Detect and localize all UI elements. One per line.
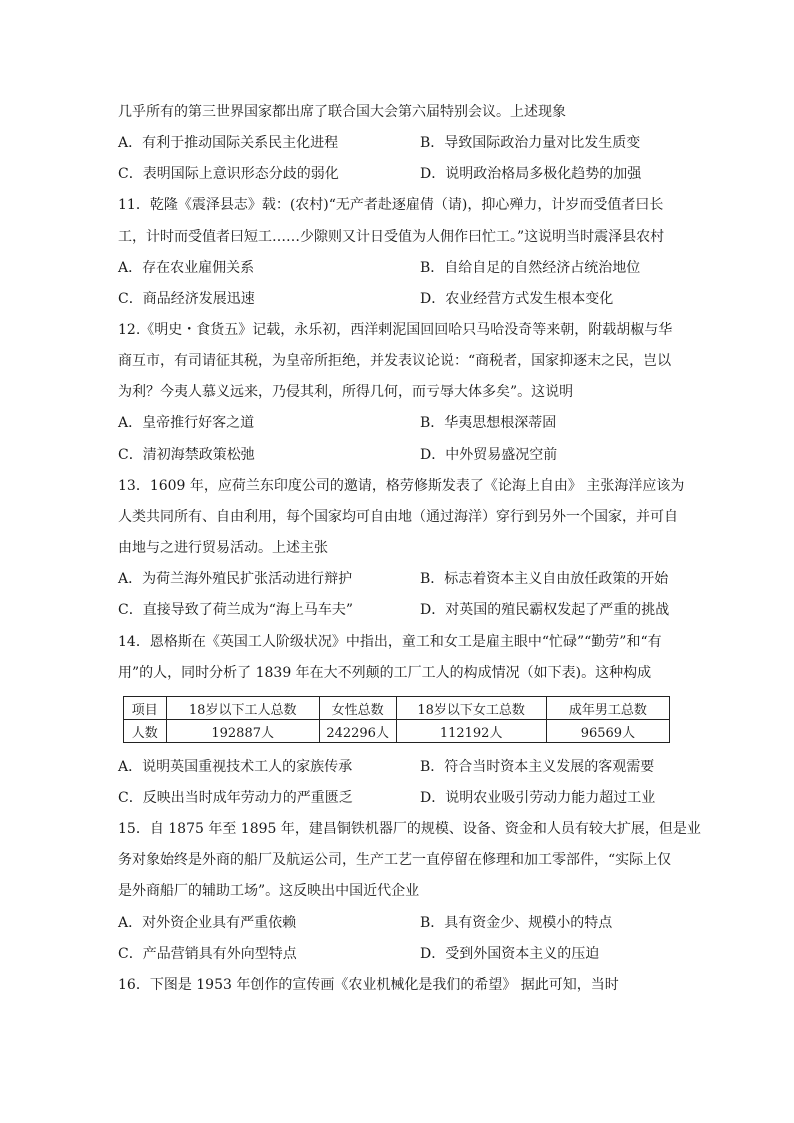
table-header-cell: 成年男工总数 <box>546 697 669 720</box>
q15-option-d: D．受到外国资本主义的压迫 <box>420 946 600 962</box>
q13-stem-line-1: 13．1609 年，应荷兰东印度公司的邀请，格劳修斯发表了《论海上自由》 主张海洋应该为 <box>118 478 685 494</box>
worker-composition-table <box>123 696 670 743</box>
table-cell: 96569人 <box>546 720 669 743</box>
table-header-cell: 18岁以下女工总数 <box>396 697 546 720</box>
q14-option-b: B．符合当时资本主义发展的客观需要 <box>420 759 655 775</box>
q11-option-b: B．自给自足的自然经济占统治地位 <box>420 260 641 276</box>
table-header-row <box>124 697 670 720</box>
q15-stem-line-2: 务对象始终是外商的船厂及航运公司，生产工艺一直停留在修理和加工零部件，“实际上仅 <box>118 852 672 868</box>
q12-stem-line-2: 商互市，有司请征其税，为皇帝所拒绝，并发表议论说：“商税者，国家抑逐末之民，岂以 <box>118 353 672 369</box>
q14-option-d: D．说明农业吸引劳动力能力超过工业 <box>420 790 656 806</box>
q13-option-c: C．直接导致了荷兰成为“海上马车夫” <box>118 602 354 618</box>
q13-stem-line-3: 由地与之进行贸易活动。上述主张 <box>118 540 328 556</box>
q10-option-b: B．导致国际政治力量对比发生质变 <box>420 135 641 151</box>
q14-stem-line-2: 用”的人，同时分析了 1839 年在大不列颠的工厂工人的构成情况（如下表)。这种构成 <box>118 665 652 681</box>
q12-option-b: B．华夷思想根深蒂固 <box>420 415 557 431</box>
q13-option-b: B．标志着资本主义自由放任政策的开始 <box>420 571 669 587</box>
q15-stem-line-1: 15．自 1875 年至 1895 年，建昌铜铁机器厂的规模、设备、资金和人员有较大扩展，但是业 <box>118 821 701 837</box>
q13-option-d: D．对英国的殖民霸权发起了严重的挑战 <box>420 602 670 618</box>
q12-option-a: A．皇帝推行好客之道 <box>118 415 255 431</box>
q15-option-a: A．对外资企业具有严重依赖 <box>118 915 297 931</box>
q10-stem-tail: 几乎所有的第三世界国家都出席了联合国大会第六届特别会议。上述现象 <box>118 104 566 120</box>
q10-option-a: A．有利于推动国际关系民主化进程 <box>118 135 339 151</box>
q12-option-d: D．中外贸易盛况空前 <box>420 447 558 463</box>
q10-option-d: D．说明政治格局多极化趋势的加强 <box>420 166 642 182</box>
q12-option-c: C．清初海禁政策松弛 <box>118 447 255 463</box>
table-header-cell: 项目 <box>124 697 167 720</box>
q16-stem: 16．下图是 1953 年创作的宣传画《农业机械化是我们的希望》 据此可知，当时 <box>118 977 619 993</box>
table-cell: 242296人 <box>319 720 396 743</box>
q11-option-a: A．存在农业雇佣关系 <box>118 260 255 276</box>
q14-option-a: A．说明英国重视技术工人的家族传承 <box>118 759 353 775</box>
table-cell: 112192人 <box>396 720 546 743</box>
q15-option-b: B．具有资金少、规模小的特点 <box>420 915 613 931</box>
q11-stem-line-2: 工，计时而受值者曰短工……少隙则又计日受值为人佣作曰忙工。”这说明当时震泽县农村 <box>118 229 665 245</box>
q12-stem-line-3: 为利？今夷人慕义远来，乃侵其利，所得几何，而亏辱大体多矣”。这说明 <box>118 384 574 400</box>
q10-option-c: C．表明国际上意识形态分歧的弱化 <box>118 166 339 182</box>
q14-option-c: C．反映出当时成年劳动力的严重匮乏 <box>118 790 353 806</box>
q11-option-c: C．商品经济发展迅速 <box>118 291 255 307</box>
q11-stem-line-1: 11．乾隆《震泽县志》载：(农村)“无产者赴逐雇倩（请)，抑心殚力，计岁而受值者曰长 <box>118 197 664 213</box>
table-cell: 人数 <box>124 720 167 743</box>
q15-option-c: C．产品营销具有外向型特点 <box>118 946 297 962</box>
table-cell: 192887人 <box>166 720 319 743</box>
q14-stem-line-1: 14．恩格斯在《英国工人阶级状况》中指出，童工和女工是雇主眼中“忙碌”“勤劳”和“有 <box>118 634 662 650</box>
q11-option-d: D．农业经营方式发生根本变化 <box>420 291 614 307</box>
q13-stem-line-2: 人类共同所有、自由利用，每个国家均可自由地（通过海洋）穿行到另外一个国家，并可自 <box>118 509 678 525</box>
table-row <box>124 720 670 743</box>
q12-stem-line-1: 12.《明史・食货五》记载，永乐初，西洋剌泥国回回哈只马哈没奇等来朝，附载胡椒与华 <box>118 322 673 338</box>
table-header-cell: 18岁以下工人总数 <box>166 697 319 720</box>
q13-option-a: A．为荷兰海外殖民扩张活动进行辩护 <box>118 571 353 587</box>
q15-stem-line-3: 是外商船厂的辅助工场”。这反映出中国近代企业 <box>118 883 420 899</box>
table-header-cell: 女性总数 <box>319 697 396 720</box>
